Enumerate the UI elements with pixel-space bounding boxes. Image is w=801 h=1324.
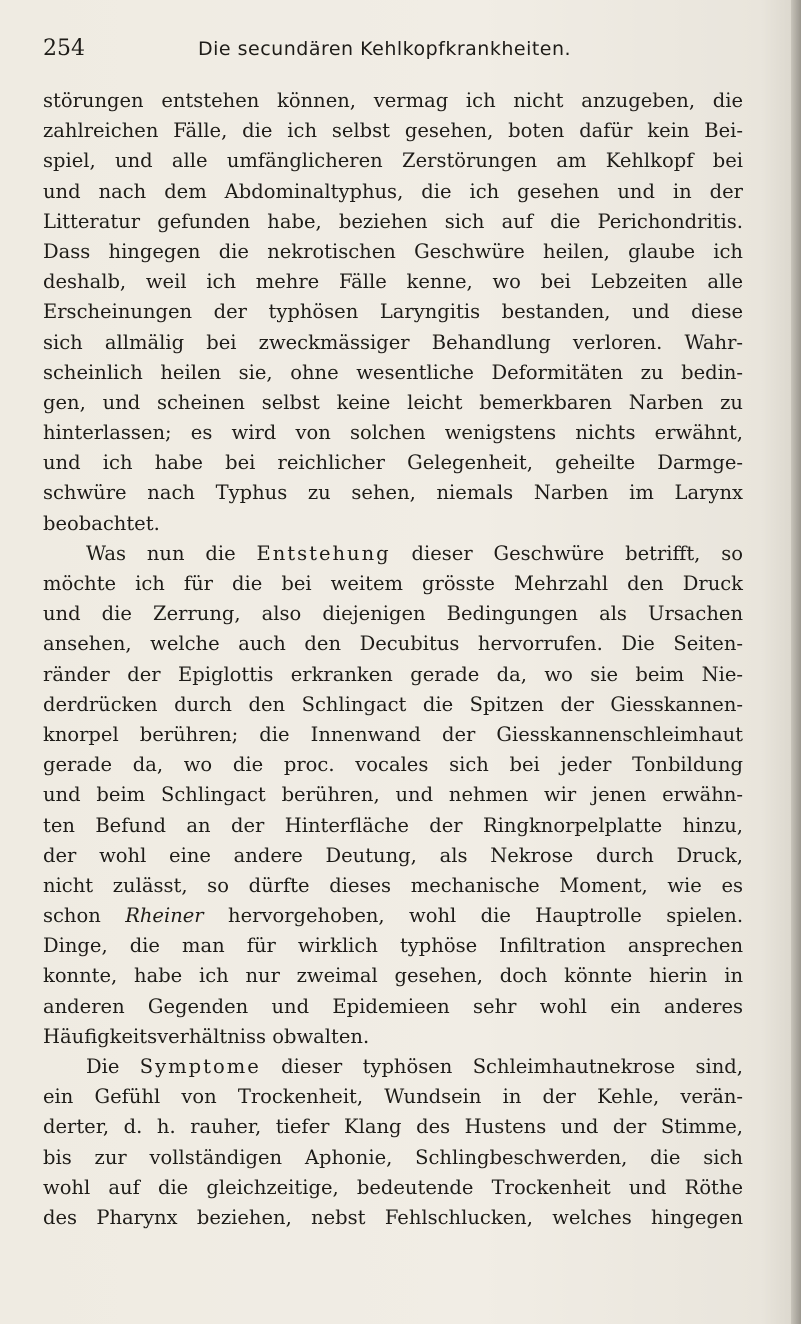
page-number: 254 <box>43 36 85 61</box>
text-line: und die Zerrung, also diejenigen Bedingungen als Ursachen <box>43 602 743 626</box>
page-edge-shadow <box>791 0 801 1324</box>
text-fragment: Die <box>86 1055 120 1078</box>
text-line: ansehen, welche auch den Decubitus hervorrufen. Die Seiten- <box>43 632 743 656</box>
text-line: hinterlassen; es wird von solchen wenigstens nichts erwähnt, <box>43 421 743 445</box>
text-line: beobachtet. <box>43 511 160 535</box>
text-line: möchte ich für die bei weitem grösste Mehrzahl den Druck <box>43 572 743 595</box>
text-line: derdrücken durch den Schlingact die Spitzen der Giesskannen- <box>43 692 743 716</box>
text-line: ränder der Epiglottis erkranken gerade da, wo sie beim Nie- <box>43 662 743 686</box>
spaced-emphasis: Entstehung <box>256 541 391 565</box>
text-line: wohl auf die gleichzeitige, bedeutende Trockenheit und Röthe <box>43 1175 743 1199</box>
author-name-italic: Rheiner <box>125 904 204 928</box>
text-line: ein Gefühl von Trockenheit, Wundsein in der Kehle, verän- <box>43 1085 743 1109</box>
text-line: der wohl eine andere Deutung, als Nekrose durch Druck, <box>43 843 743 867</box>
text-line: anderen Gegenden und Epidemieen sehr wohl ein anderes <box>43 994 743 1018</box>
paragraph-start-line <box>43 1052 743 1082</box>
text-line: spiel, und alle umfänglicheren Zerstörungen am Kehlkopf bei <box>43 149 743 173</box>
running-title: Die secundären Kehlkopfkrankheiten. <box>198 38 572 60</box>
text-fragment: dieser Geschwüre betrifft, so <box>411 541 743 565</box>
paragraph-start-line <box>43 539 743 569</box>
text-line: scheinlich heilen sie, ohne wesentliche Deformitäten zu bedin- <box>43 360 743 384</box>
text-line <box>43 901 743 931</box>
text-fragment: schon <box>43 904 101 928</box>
text-line: Litteratur gefunden habe, beziehen sich auf die Perichondritis. <box>43 209 743 233</box>
text-line: nicht zulässt, so dürfte dieses mechanische Moment, wie es <box>43 873 743 897</box>
text-line: ten Befund an der Hinterfläche der Ringknorpelplatte hinzu, <box>43 813 743 837</box>
text-line: Erscheinungen der typhösen Laryngitis bestanden, und diese <box>43 300 743 324</box>
page-header <box>43 33 743 65</box>
body-text <box>43 86 743 1233</box>
text-line: bis zur vollständigen Aphonie, Schlingbeschwerden, die sich <box>43 1145 743 1169</box>
text-line: schwüre nach Typhus zu sehen, niemals Narben im Larynx <box>43 481 743 505</box>
text-line: deshalb, weil ich mehre Fälle kenne, wo bei Lebzeiten alle <box>43 270 743 294</box>
text-line: des Pharynx beziehen, nebst Fehlschlucken, welches hingegen <box>43 1205 743 1229</box>
text-fragment: hervorgehoben, wohl die Hauptrolle spielen. <box>228 904 744 928</box>
text-line: störungen entstehen können, vermag ich nicht anzugeben, die <box>43 89 743 112</box>
text-line: derter, d. h. rauher, tiefer Klang des Hustens und der Stimme, <box>43 1115 743 1139</box>
text-line: zahlreichen Fälle, die ich selbst gesehen, boten dafür kein Bei- <box>43 119 743 143</box>
spaced-emphasis: Symptome <box>139 1055 261 1078</box>
text-line: und ich habe bei reichlicher Gelegenheit, geheilte Darmge- <box>43 451 743 475</box>
text-line: konnte, habe ich nur zweimal gesehen, doch könnte hierin in <box>43 964 743 988</box>
text-line: und nach dem Abdominaltyphus, die ich gesehen und in der <box>43 179 743 203</box>
text-line: sich allmälig bei zweckmässiger Behandlung verloren. Wahr- <box>43 330 743 354</box>
text-line: und beim Schlingact berühren, und nehmen wir jenen erwähn- <box>43 783 743 807</box>
text-line: Dass hingegen die nekrotischen Geschwüre heilen, glaube ich <box>43 239 743 263</box>
text-fragment: Was nun die <box>86 541 236 565</box>
text-line: knorpel berühren; die Innenwand der Giesskannenschleimhaut <box>43 722 743 746</box>
text-line: gerade da, wo die proc. vocales sich bei jeder Tonbildung <box>43 753 743 777</box>
text-line: Häufigkeitsverhältniss obwalten. <box>43 1024 370 1048</box>
text-fragment: dieser typhösen Schleimhautnekrose sind, <box>281 1055 743 1078</box>
text-line: Dinge, die man für wirklich typhöse Infiltration ansprechen <box>43 934 743 958</box>
text-line: gen, und scheinen selbst keine leicht bemerkbaren Narben zu <box>43 390 743 414</box>
